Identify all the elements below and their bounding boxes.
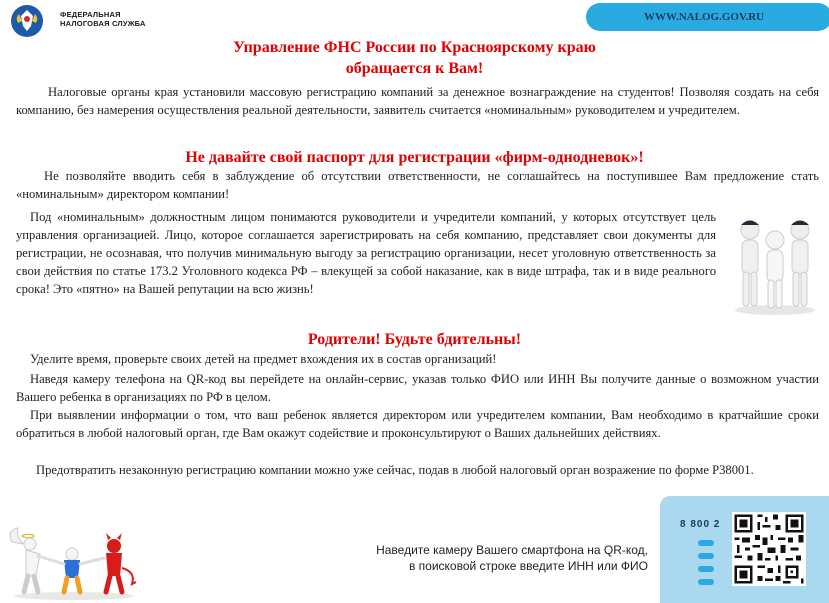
intro-paragraph: Налоговые органы края установили массовую регистрацию компаний за денежное вознаграждение на студентов! Позволяя создать на себя компанию, без намерения осуществления реальной деятельности, заявитель считается «номинальным» руководителем и учредителем. xyxy=(16,85,819,117)
main-title-line-2: обращается к Вам! xyxy=(345,60,484,77)
phone-key-icon xyxy=(698,579,714,585)
people-handcuffed-illustration xyxy=(732,212,818,316)
prevention-paragraph: Предотвратить незаконную регистрацию компании можно уже сейчас, подав в любой налоговый орган возражение по форме Р38001. xyxy=(36,463,754,477)
agency-line-1: ФЕДЕРАЛЬНАЯ xyxy=(60,10,121,19)
agency-line-2: НАЛОГОВАЯ СЛУЖБА xyxy=(60,19,146,28)
main-title-line-1: Управление ФНС России по Красноярскому краю xyxy=(233,39,596,56)
main-title xyxy=(0,37,829,79)
agency-name xyxy=(60,10,146,28)
phone-key-icon xyxy=(698,553,714,559)
detection-paragraph: При выявлении информации о том, что ваш ребенок является директором или учредителем компании, Вам необходимо в кратчайшие сроки обратиться в любой налоговый орган, где Вам окажут содействие и проконсультируют о Ваших дальнейших действиях. xyxy=(16,408,819,440)
website-link[interactable]: WWW.NALOG.GOV.RU xyxy=(644,11,765,23)
passport-warning-title: Не давайте свой паспорт для регистрации «фирм-однодневок»! xyxy=(185,149,644,166)
phone-key-icon xyxy=(698,566,714,572)
phone-key-icon xyxy=(698,540,714,546)
parents-title: Родители! Будьте бдительны! xyxy=(307,331,522,348)
tug-of-war-illustration xyxy=(6,520,142,600)
warning-paragraph: Не позволяйте вводить себя в заблуждение об отсутствии ответственности, не соглашайтесь на поступившее Вам предложение стать «номинальным» директором компании! xyxy=(16,169,819,201)
phone-number: 8 800 2 xyxy=(680,519,721,530)
fns-emblem-logo xyxy=(10,4,44,38)
nominal-director-paragraph: Под «номинальным» должностным лицом понимаются руководители и учредители компаний, у которых отсутствует цель управления организацией. Лицо, которое соглашается зарегистрировать на себя компанию, представляет свои документы для регистрации, не осознавая, что получив минимальную выгоду за регистрацию организации, несет уголовную ответственность за свои действия по статье 173.2 Уголовного кодекса РФ – влекущей за собой наказание, как в виде штрафа, так и в виде реального срока! Это «пятно» на Вашей репутации на всю жизнь! xyxy=(16,210,716,296)
website-banner[interactable] xyxy=(586,3,829,31)
check-children-paragraph: Уделите время, проверьте своих детей на предмет вхождения их в состав организаций! xyxy=(30,352,497,366)
qr-caption: Наведите камеру Вашего смартфона на QR-код, в поисковой строке введите ИНН или ФИО xyxy=(376,543,648,573)
qr-instructions-paragraph: Наведя камеру телефона на QR-код вы перейдете на онлайн-сервис, указав только ФИО или ИНН Вы получите данные о возможном участии Вашего ребенка в организациях по РФ в целом. xyxy=(16,372,819,404)
qr-code-icon[interactable] xyxy=(732,512,806,586)
